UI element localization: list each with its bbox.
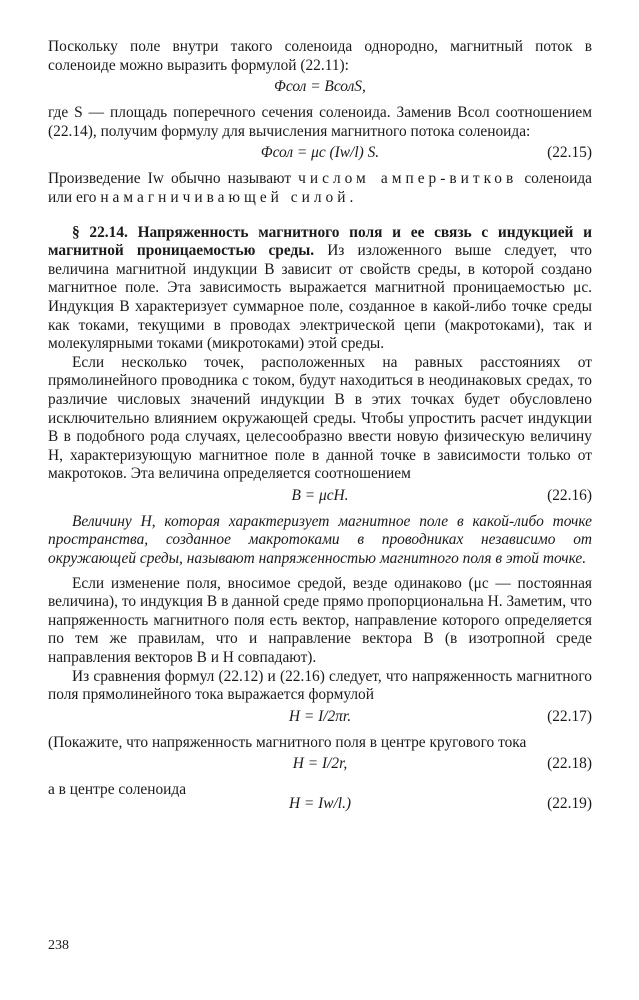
section-title: § 22.14. Напряженность магнитного поля и ее связь с индукцией и магнитной проницаемостью среды. [48, 223, 592, 260]
formula-22-15-number: (22.15) [547, 144, 592, 162]
formula-flux-expr: Φсол = BсолS, [274, 78, 366, 96]
paragraph-vector: Если изменение поля, вносимое средой, везде одинаково (μс — постоянная величина), то индукция B в данной среде прямо пропорциональна H. Заметим, что напряженность магнитного поля есть вектор, направление которого определяется по тем же правилам, что и направление вектора B (в изотропной среде направления векторов B и H совпадают). [48, 574, 592, 667]
formula-22-16 [48, 487, 592, 509]
section-text: Из изложенного выше следует, что величина магнитной индукции B зависит от свойств среды, в которой создано магнитное поле. Эта зависимость выражается магнитной проницаемостью μс. Индукция B характеризует суммарное поле, созданное в какой-либо точке среды как токами, текущими в проводах электрической цепи (макротоками), так и молекулярными токами (микротоками) этой среды. [48, 242, 592, 353]
paragraph-exercise: (Покажите, что напряженность магнитного поля в центре кругового тока [48, 733, 527, 751]
paragraph-area: где S — площадь поперечного сечения соленоида. Заменив Bсол соотношением (22.14), получим формулу для вычисления магнитного потока соленоида: [48, 104, 592, 140]
formula-22-17-number: (22.17) [547, 707, 592, 725]
solenoid-label: а в центре соленоида [48, 781, 187, 799]
formula-22-19-number: (22.19) [547, 795, 592, 813]
formula-22-18 [48, 755, 592, 777]
formula-22-18-number: (22.18) [547, 755, 592, 773]
page-number: 238 [48, 938, 69, 953]
definition-italic: Величину H, которая характеризует магнитное поле в какой-либо точке пространства, созданное макротоками в проводниках независимо от окружающей среды, называют напряженностью магнитного поля в этой точке. [48, 512, 592, 568]
paragraph-points: Если несколько точек, расположенных на равных расстояниях от прямолинейного проводника с током, будут находиться в неодинаковых средах, то различие числовых значений индукции B в этих точках будет обусловлено исключительно влиянием окружающей среды. Чтобы упростить расчет индукции B в подобного рода случаях, целесообразно ввести новую физическую величину H, характеризующую магнитное поле в данной точке в зависимости только от макротоков. Эта величина определяется соотношением [48, 353, 592, 483]
paragraph-ampere-turns [48, 170, 592, 207]
term-magnetizing-force: намагничивающей силой. [100, 188, 358, 206]
formula-flux [48, 78, 592, 100]
text-segment: Произведение Iw обычно называют [48, 170, 299, 188]
formula-22-19-expr: H = Iw/l.) [288, 795, 352, 813]
page-content [48, 38, 592, 821]
text-segment: соленоида или его [48, 170, 592, 206]
formula-22-19 [48, 795, 592, 817]
formula-22-15 [48, 144, 592, 166]
formula-22-15-expr: Φсол = μс (Iw/l) S. [260, 144, 380, 162]
formula-22-18-expr: H = I/2r, [292, 755, 348, 773]
section-22-14 [48, 224, 592, 354]
term-ampere-turns: числом ампер-витков [298, 170, 518, 188]
paragraph-intro: Поскольку поле внутри такого соленоида однородно, магнитный поток в соленоиде можно выразить формулой (22.11): [48, 38, 592, 74]
formula-22-16-expr: B = μсH. [291, 486, 349, 504]
paragraph-comparison: Из сравнения формул (22.12) и (22.16) следует, что напряженность магнитного поля прямолинейного тока выражается формулой [48, 667, 592, 704]
formula-22-16-number: (22.16) [547, 486, 592, 504]
formula-22-17 [48, 708, 592, 730]
formula-22-17-expr: H = I/2πr. [288, 707, 352, 725]
spacer [48, 208, 592, 224]
